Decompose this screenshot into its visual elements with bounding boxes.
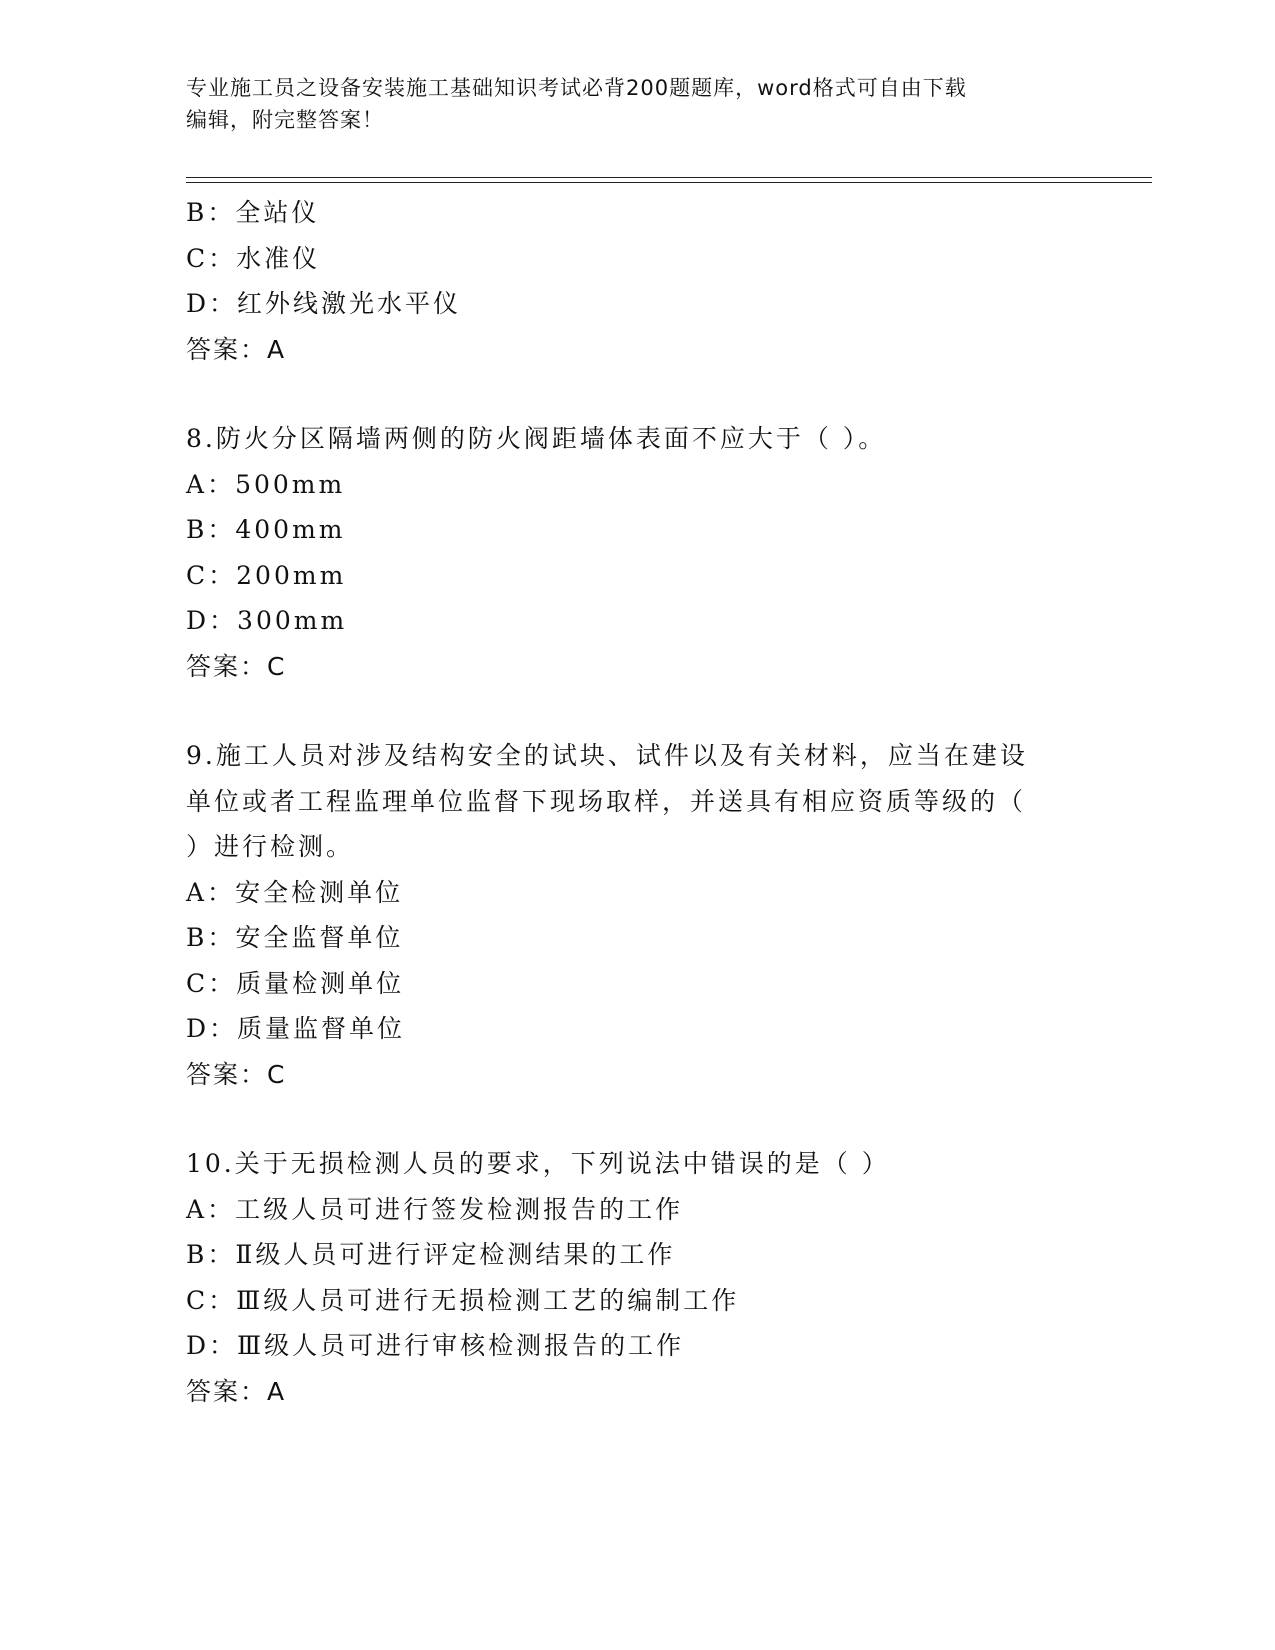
- option-key: A：: [186, 877, 236, 907]
- option-key: B：: [186, 923, 236, 952]
- option-key: D：: [186, 1014, 238, 1043]
- question-stem-line-3: ）进行检测。: [186, 832, 355, 861]
- option-key: C：: [186, 1285, 237, 1315]
- document-header: [186, 72, 1066, 136]
- answer-line: 答案：C: [186, 1059, 287, 1089]
- spacer: [186, 372, 1086, 416]
- option-key: C：: [186, 560, 237, 590]
- option-text: 水准仪: [236, 243, 321, 273]
- spacer: [186, 689, 1086, 733]
- option-key: D：: [186, 289, 238, 318]
- option-a: [186, 870, 1086, 916]
- header-title-line-1: 专业施工员之设备安装施工基础知识考试必背200题题库，word格式可自由下载: [186, 76, 967, 100]
- question-7-tail: [186, 190, 1086, 372]
- option-a: [186, 462, 1086, 508]
- option-a: [186, 1187, 1086, 1233]
- option-text: 安全检测单位: [235, 877, 404, 907]
- option-key: A：: [186, 469, 236, 499]
- answer-line: 答案：C: [186, 651, 287, 681]
- question-stem-line-2: 单位或者工程监理单位监督下现场取样，并送具有相应资质等级的（: [186, 786, 1027, 816]
- option-d: [186, 1006, 1086, 1052]
- option-b: [186, 915, 1086, 961]
- option-text: 工级人员可进行签发检测报告的工作: [235, 1194, 684, 1224]
- option-c: [186, 553, 1086, 599]
- option-b: [186, 190, 1086, 236]
- option-key: C：: [186, 243, 237, 273]
- option-c: [186, 1278, 1086, 1324]
- question-stem: 10.关于无损检测人员的要求，下列说法中错误的是（ ）: [186, 1149, 890, 1178]
- option-d: [186, 1323, 1086, 1369]
- option-key: D：: [186, 1331, 238, 1360]
- header-divider-bottom: [186, 182, 1152, 183]
- option-text: 质量检测单位: [236, 968, 405, 998]
- header-divider-top: [186, 177, 1152, 178]
- option-key: B：: [186, 198, 236, 227]
- option-text: Ⅱ级人员可进行评定检测结果的工作: [235, 1240, 676, 1269]
- option-key: B：: [186, 515, 236, 544]
- answer-line: 答案：A: [186, 334, 287, 364]
- option-c: [186, 236, 1086, 282]
- option-text: 200mm: [236, 560, 347, 590]
- spacer: [186, 1097, 1086, 1141]
- header-title-line-2: 编辑，附完整答案！: [186, 108, 384, 132]
- option-text: 300mm: [237, 606, 348, 635]
- option-b: [186, 1232, 1086, 1278]
- answer-line: 答案：A: [186, 1376, 287, 1406]
- option-text: Ⅲ级人员可进行无损检测工艺的编制工作: [236, 1285, 740, 1315]
- question-content: [186, 190, 1086, 1414]
- option-key: A：: [186, 1194, 236, 1224]
- question-9: [186, 733, 1086, 1097]
- question-stem: 8.防火分区隔墙两侧的防火阀距墙体表面不应大于（ ）。: [186, 424, 887, 453]
- option-text: 安全监督单位: [235, 923, 404, 952]
- option-text: Ⅲ级人员可进行审核检测报告的工作: [237, 1331, 685, 1360]
- option-d: [186, 598, 1086, 644]
- option-key: B：: [186, 1240, 236, 1269]
- option-b: [186, 507, 1086, 553]
- option-text: 500mm: [235, 469, 346, 499]
- question-10: [186, 1141, 1086, 1414]
- option-c: [186, 961, 1086, 1007]
- question-stem-line-1: 9.施工人员对涉及结构安全的试块、试件以及有关材料，应当在建设: [186, 741, 1028, 770]
- option-text: 全站仪: [235, 198, 320, 227]
- option-d: [186, 281, 1086, 327]
- option-text: 质量监督单位: [237, 1014, 406, 1043]
- question-8: [186, 416, 1086, 689]
- option-key: C：: [186, 968, 237, 998]
- option-text: 400mm: [235, 515, 346, 544]
- option-text: 红外线激光水平仪: [237, 289, 462, 318]
- option-key: D：: [186, 606, 238, 635]
